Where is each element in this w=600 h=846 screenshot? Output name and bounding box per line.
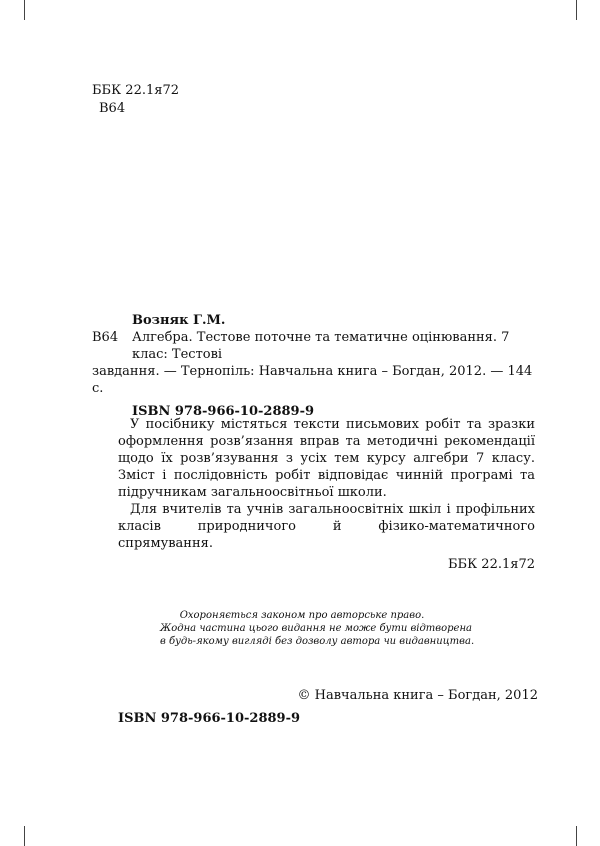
copyright-line-2: Жодна частина цього видання не може бути відтворена [160,623,472,634]
copyright-notice [160,609,475,648]
isbn-reference: ISBN 978-966-10-2889-9 [132,404,315,419]
title-line-2: завдання. — Тернопіль: Навчальна книга – Богдан, 2012. — 144 с. [92,364,533,396]
isbn-number: ISBN 978-966-10-2889-9 [118,711,301,726]
author-name: Возняк Г.М. [132,313,226,328]
annotation-paragraph-2: Для вчителів та учнів загальноосвітніх шкіл і профільних класів природничого й фізико-математичного спрямування. [118,502,535,551]
annotation [118,416,535,573]
copyright-line-1: Охороняється законом про авторське право. [179,610,425,621]
crop-mark-top-right [576,0,577,20]
crop-mark-top-left [24,0,25,20]
publisher-copyright: © Навчальна книга – Богдан, 2012 [297,688,538,703]
bbk-header [92,82,179,118]
crop-mark-bottom-right [576,826,577,846]
author-index: В64 [99,101,126,116]
annotation-paragraph-1: У посібнику містяться тексти письмових робіт та зразки оформлення розв’язання вправ та методичні рекомендації щодо їх розв’язування з усіх тем курсу алгебри 7 класу. Зміст і послідовність робіт відповідає чинній програмі та підручникам загальноосвітньої школи. [118,417,535,500]
bbk-class: ББК 22.1я72 [92,83,179,98]
title-line-1: Алгебра. Тестове поточне та тематичне оцінювання. 7 клас: Тестові [132,330,510,362]
title-entry [92,329,538,363]
entry-code: В64 [92,330,119,345]
bibliographic-record [92,312,538,420]
crop-mark-bottom-left [24,826,25,846]
copyright-line-3: в будь-якому вигляді без дозволу автора чи видавництва. [160,636,475,647]
annotation-bbk: ББК 22.1я72 [448,557,535,572]
